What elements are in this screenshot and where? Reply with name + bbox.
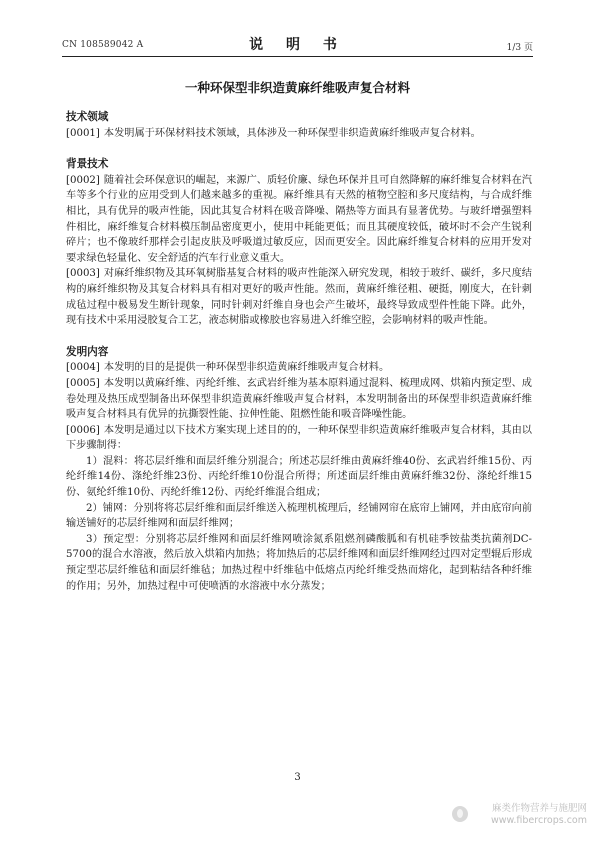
- patent-title: 一种环保型非织造黄麻纤维吸声复合材料: [184, 80, 410, 95]
- section-heading-background: 背景技术: [66, 158, 109, 171]
- step-pre-setting: 3）预定型：分别将芯层纤维网和面层纤维网喷涂氮系阻燃剂磷酸胍和有机硅季铵盐类抗菌剂DC-5700的混合水溶液，然后放入烘箱内加热；将加热后的芯层纤维网和面层纤维网经过四对定型辊后形成预定型芯层纤维毡和面层纤维毡；加热过程中纤维毡中低熔点丙纶纤维受热而熔化，起到粘结各种纤维的作用；另外，加热过程中可使喷洒的水溶液中水分蒸发；: [66, 533, 532, 592]
- step-mixing: 1）混料：将芯层纤维和面层纤维分别混合；所述芯层纤维由黄麻纤维40份、玄武岩纤维15份、丙纶纤维14份、涤纶纤维23份、丙纶纤维10份混合所得；所述面层纤维由黄麻纤维32份、涤纶纤维15份、氨纶纤维10份、丙纶纤维12份、丙纶纤维混合组成；: [66, 455, 532, 499]
- watermark-logo-icon: [452, 806, 468, 822]
- paragraph-text: 本发明属于环保材料技术领域，具体涉及一种环保型非织造黄麻纤维吸声复合材料。: [103, 127, 481, 139]
- paragraph-text: 随着社会环保意识的崛起，来源广、质轻价廉、绿色环保并且可自然降解的麻纤维复合材料在汽车等多个行业的应用受到人们越来越多的重视。麻纤维具有天然的植物空腔和多尺度结构，与合成纤维相比，具有优异的吸声性能，因此其复合材料在吸音降噪、隔热等方面具有显著优势。与玻纤增强塑料件相比，麻纤维复合材料模压制品密度更小，使用中耗能更低；而且其硬度较低，破坏时不会产生锐利碎片；也不像玻纤那样会引起皮肤及呼吸道过敏反应，因而更安全。因此麻纤维复合材料的应用开发对要求绿色轻量化、安全舒适的汽车行业意义重大。: [66, 174, 532, 264]
- paragraph-0001: [66, 126, 532, 142]
- publication-number: CN 108589042 A: [62, 40, 144, 50]
- header-divider: [62, 56, 533, 57]
- paragraph-number: [0002]: [66, 174, 100, 186]
- paragraph-text: 本发明以黄麻纤维、丙纶纤维、玄武岩纤维为基本原料通过混料、梳理成网、烘箱内预定型、成卷处理及热压成型制备出环保型非织造黄麻纤维吸声复合材料，本发明制备出的环保型非织造黄麻纤维吸声复合材料具有优异的抗撕裂性能、拉伸性能、阻燃性能和吸音降噪性能。: [66, 377, 532, 421]
- paragraph-text: 本发明是通过以下技术方案实现上述目的的，一种环保型非织造黄麻纤维吸声复合材料，其由以下步骤制得：: [66, 424, 532, 452]
- watermark-url: www.fibercrops.com: [490, 815, 587, 826]
- paragraph-text: 本发明的目的是提供一种环保型非织造黄麻纤维吸声复合材料。: [103, 362, 390, 374]
- section-heading-tech-field: 技术领域: [66, 111, 109, 123]
- watermark: [491, 803, 587, 827]
- document-body: [66, 110, 532, 594]
- paragraph-number: [0001]: [66, 127, 100, 139]
- paragraph-text: 对麻纤维织物及其环氧树脂基复合材料的吸声性能深入研究发现，相较于玻纤、碳纤，多尺度结构的麻纤维织物及其复合材料具有相对更好的吸声性能。然而，黄麻纤维径粗、硬挺，刚度大，在针刺成毡过程中极易发生断针现象，同时针刺对纤维自身也会产生破坏，最终导致成型件性能下降。此外，现有技术中采用浸胶复合工艺，液态树脂或橡胶也容易进入纤维空腔，会影响材料的吸声性能。: [66, 268, 532, 327]
- paragraph-0005: [66, 376, 532, 423]
- page-header: [62, 34, 533, 54]
- paragraph-0002: [66, 173, 532, 267]
- section-heading-invention: 发明内容: [66, 345, 109, 358]
- document-type: 说 明 书: [249, 37, 346, 53]
- paragraph-number: [0003]: [66, 268, 100, 280]
- paragraph-number: [0005]: [66, 377, 100, 389]
- page-number: 3: [294, 772, 301, 783]
- step-web-laying: 2）铺网：分别将将芯层纤维和面层纤维送入梳理机梳理后，经铺网帘在底帘上铺网，并由底帘向前输送铺好的芯层纤维网和面层纤维网；: [66, 502, 532, 530]
- paragraph-0004: [66, 360, 532, 376]
- paragraph-number: [0004]: [66, 362, 100, 374]
- paragraph-number: [0006]: [66, 424, 100, 436]
- page-of-indicator: 1/3 页: [506, 43, 533, 53]
- watermark-site-name: 麻类作物营养与施肥网: [491, 803, 587, 814]
- paragraph-0006: [66, 423, 532, 454]
- paragraph-0003: [66, 266, 532, 328]
